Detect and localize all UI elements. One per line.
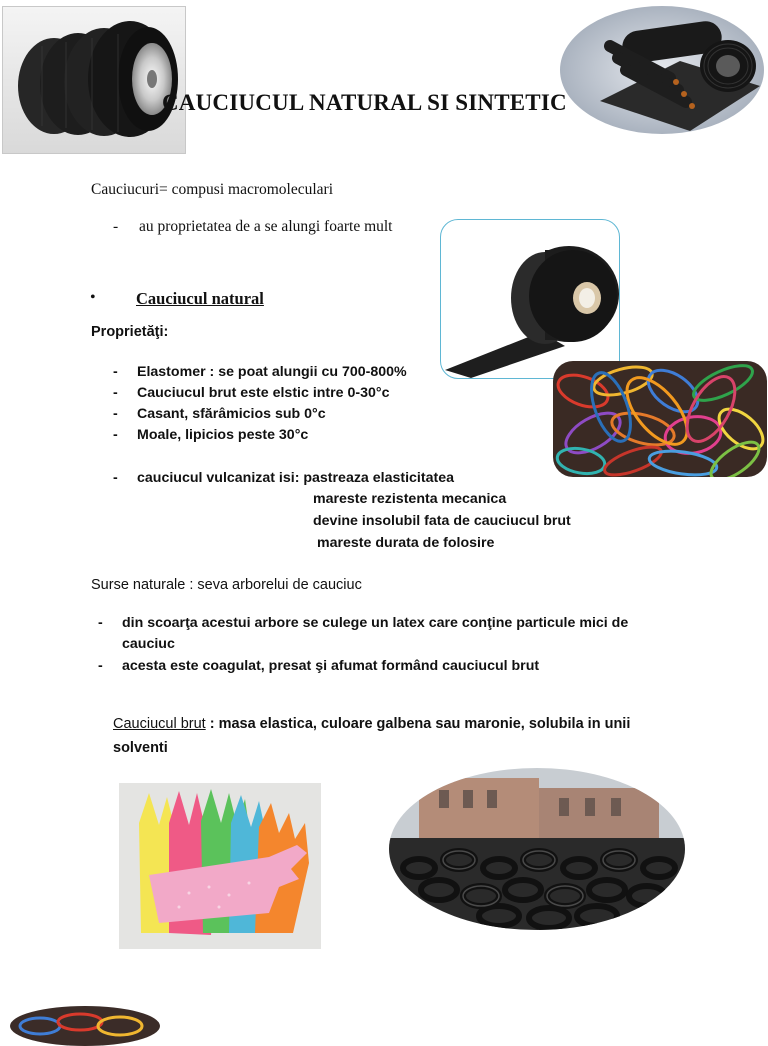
- bullet-marker: •: [90, 289, 96, 306]
- property-item-text: Elastomer : se poat alungii cu 700-800%: [137, 364, 407, 380]
- property-list-item: - Cauciucul brut este elstic intre 0-30°c: [113, 385, 390, 401]
- vulcanized-item: - cauciucul vulcanizat isi: pastreaza elasticitatea: [113, 470, 454, 486]
- property-item-text: Moale, lipicios peste 30°c: [137, 427, 309, 443]
- rubber-gloves-photo: [119, 783, 321, 949]
- page-title: CAUCIUCUL NATURAL SI SINTETIC: [162, 90, 567, 115]
- rubber-rolls-photo: [560, 6, 764, 134]
- property-list-item: - Elastomer : se poat alungii cu 700-800%: [113, 364, 407, 380]
- sources-list-item: - din scoarţa acestui arbore se culege un latex care conţine particule mici de: [98, 615, 629, 631]
- definition-text: Cauciucuri= compusi macromoleculari: [91, 181, 334, 198]
- properties-label: Proprietăţi:: [91, 324, 169, 340]
- sources-heading: Surse naturale : seva arborelui de cauciuc: [91, 577, 362, 593]
- vulcanized-continuation: mareste rezistenta mecanica: [313, 491, 507, 507]
- raw-rubber-term: Cauciucul brut: [113, 716, 206, 732]
- property-list-item: - Casant, sfărâmicios sub 0°c: [113, 406, 326, 422]
- raw-rubber-definition-continuation: solventi: [113, 740, 168, 756]
- vulcanized-continuation: devine insolubil fata de cauciucul brut: [313, 513, 571, 529]
- rubber-bands-photo-partial: [10, 1006, 160, 1046]
- sources-item-continuation: cauciuc: [122, 636, 175, 652]
- sources-list-item: - acesta este coagulat, presat şi afumat formând cauciucul brut: [98, 658, 540, 674]
- tires-photo: [2, 6, 186, 154]
- section-heading-natural: Cauciucul natural: [136, 289, 264, 308]
- vulcanized-continuation: mareste durata de folosire: [317, 535, 495, 551]
- property-text: au proprietatea de a se alungi foarte mult: [139, 218, 393, 235]
- sources-item-text: acesta este coagulat, presat şi afumat formând cauciucul brut: [122, 658, 540, 674]
- property-item: [113, 218, 393, 236]
- property-item-text: Cauciucul brut este elstic intre 0-30°c: [137, 385, 390, 401]
- dash-marker: -: [113, 218, 119, 235]
- property-item-text: Casant, sfărâmicios sub 0°c: [137, 406, 326, 422]
- tire-pile-photo: [389, 768, 685, 930]
- rubber-tape-photo: [440, 219, 620, 379]
- property-list-item: - Moale, lipicios peste 30°c: [113, 427, 309, 443]
- vulcanized-text: cauciucul vulcanizat isi: pastreaza elasticitatea: [137, 470, 454, 486]
- sources-item-text: din scoarţa acestui arbore se culege un latex care conţine particule mici de: [122, 615, 629, 631]
- rubber-bands-photo: [553, 361, 767, 477]
- raw-rubber-definition: : masa elastica, culoare galbena sau maronie, solubila in unii: [205, 716, 631, 732]
- raw-rubber-paragraph: [113, 716, 630, 732]
